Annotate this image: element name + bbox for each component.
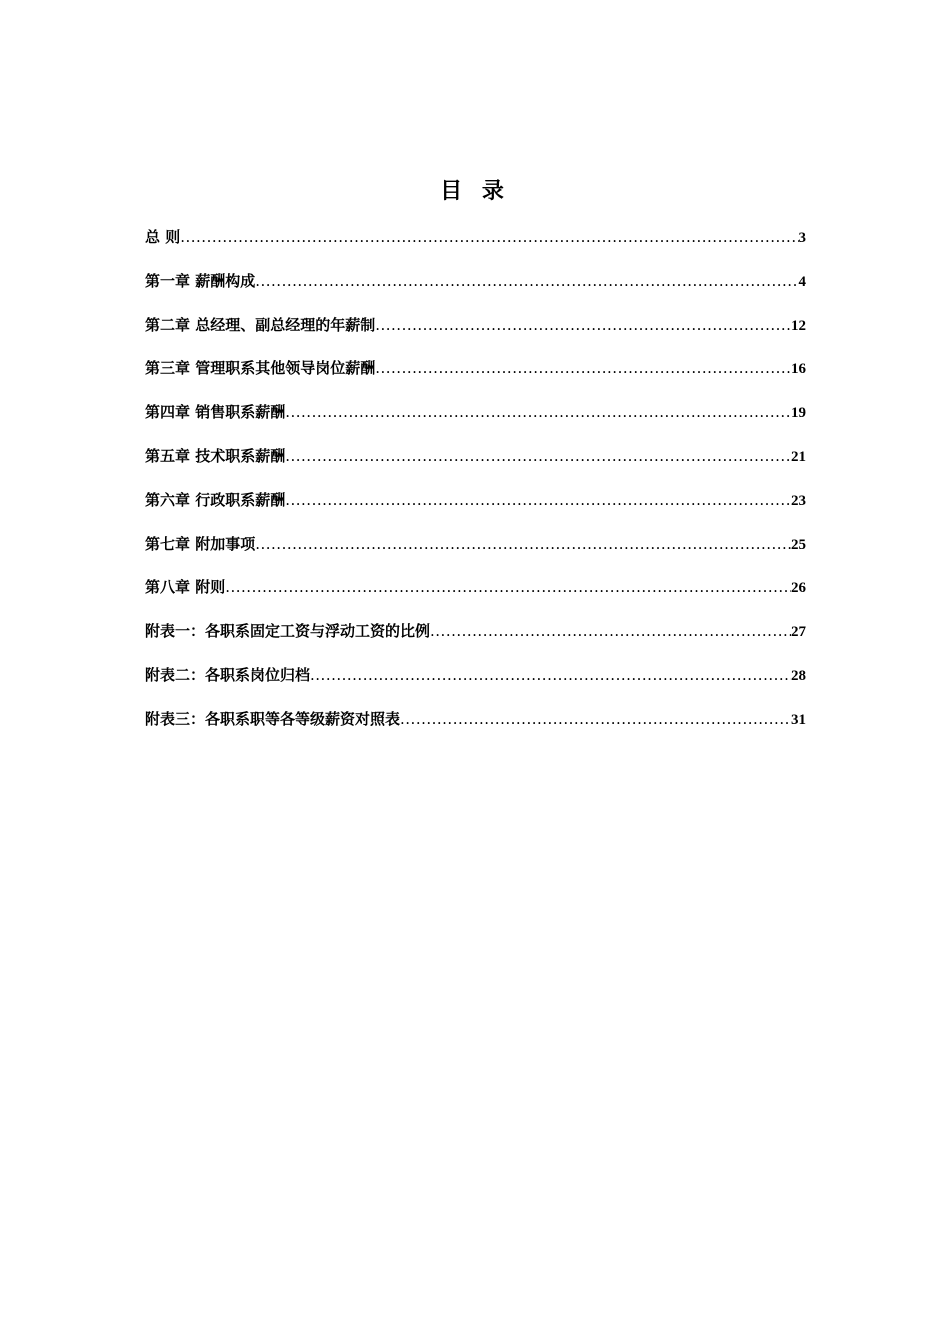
toc-entry-chapter-6[interactable] (145, 489, 806, 533)
toc-page-number: 31 (791, 711, 806, 728)
toc-list (145, 226, 806, 752)
toc-page-number: 21 (791, 448, 806, 465)
toc-entry-appendix-table-1[interactable] (145, 620, 806, 664)
toc-entry-chapter-3[interactable] (145, 357, 806, 401)
toc-entry-label: 第四章 销售职系薪酬 (145, 403, 286, 422)
toc-entry-chapter-2[interactable] (145, 314, 806, 358)
toc-entry-chapter-4[interactable] (145, 401, 806, 445)
toc-page-number: 26 (791, 580, 806, 597)
toc-entry-label: 附表一：各职系固定工资与浮动工资的比例 (145, 622, 431, 641)
toc-title: 目 录 (440, 178, 510, 204)
toc-page-number: 28 (791, 667, 806, 684)
toc-dot-leader (180, 226, 798, 248)
toc-dot-leader (255, 533, 791, 555)
toc-entry-label: 第三章 管理职系其他领导岗位薪酬 (145, 359, 376, 378)
toc-page-number: 4 (798, 273, 806, 290)
toc-entry-chapter-5[interactable] (145, 445, 806, 489)
toc-dot-leader (255, 270, 798, 292)
toc-entry-chapter-8[interactable] (145, 576, 806, 620)
toc-entry-label: 第一章 薪酬构成 (145, 271, 256, 290)
toc-dot-leader (225, 576, 791, 598)
toc-entry-label: 第五章 技术职系薪酬 (145, 446, 286, 465)
toc-page-number: 3 (798, 230, 806, 246)
toc-entry-label: 第二章 总经理、副总经理的年薪制 (145, 315, 376, 334)
toc-entry-chapter-1[interactable] (145, 270, 806, 314)
toc-page-number: 25 (791, 536, 806, 553)
toc-entry-label: 第六章 行政职系薪酬 (145, 490, 286, 509)
toc-page-number: 23 (791, 492, 806, 509)
toc-entry-label: 总 则 (145, 228, 181, 246)
toc-entry-appendix-table-2[interactable] (145, 664, 806, 708)
toc-entry-label: 附表三：各职系职等各等级薪资对照表 (145, 709, 401, 728)
toc-entry-label: 第八章 附则 (145, 578, 226, 597)
toc-dot-leader (400, 708, 791, 730)
toc-page-number: 27 (791, 624, 806, 641)
toc-entry-general-provisions[interactable] (145, 226, 806, 270)
toc-dot-leader (375, 314, 791, 336)
toc-page-number: 12 (791, 317, 806, 334)
toc-page-number: 19 (791, 405, 806, 422)
toc-dot-leader (285, 401, 791, 423)
toc-entry-chapter-7[interactable] (145, 533, 806, 577)
toc-entry-label: 附表二：各职系岗位归档 (145, 665, 311, 684)
toc-entry-label: 第七章 附加事项 (145, 534, 256, 553)
toc-page-number: 16 (791, 361, 806, 378)
toc-dot-leader (310, 664, 791, 686)
toc-dot-leader (285, 489, 791, 511)
toc-dot-leader (285, 445, 791, 467)
toc-dot-leader (375, 357, 791, 379)
toc-dot-leader (430, 620, 791, 642)
toc-entry-appendix-table-3[interactable] (145, 708, 806, 752)
